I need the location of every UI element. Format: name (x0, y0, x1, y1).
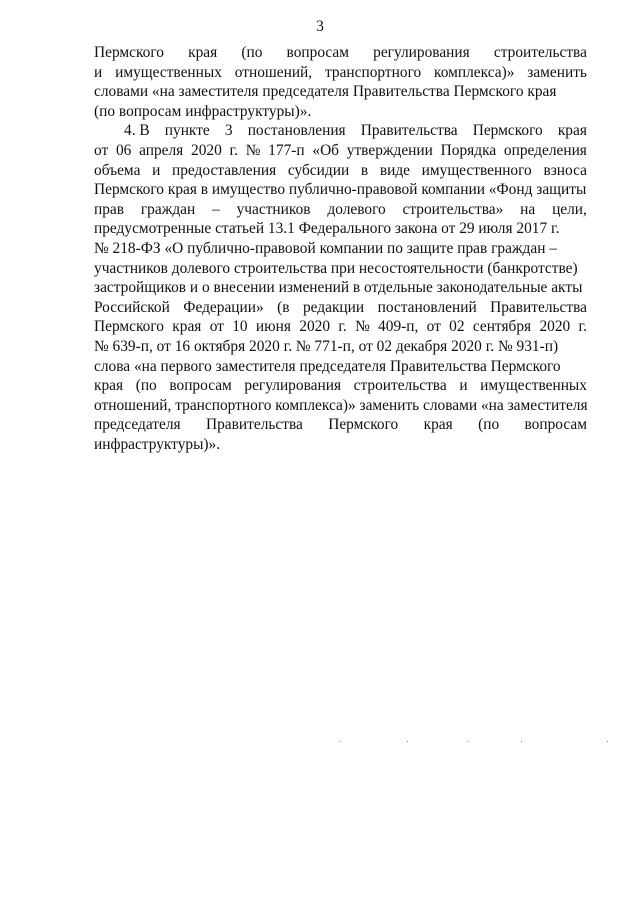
word: отношений, (234, 63, 313, 81)
page-number: 3 (316, 18, 324, 35)
word: (в (277, 298, 290, 316)
word: в (360, 161, 369, 179)
text-line (94, 161, 587, 181)
word: июня (255, 318, 291, 336)
word: постановлений (377, 298, 477, 316)
word: определения (503, 141, 587, 159)
word: 02 (449, 318, 465, 336)
text-line (94, 298, 587, 318)
word: строительства (493, 44, 587, 61)
word: вопросам (169, 377, 232, 395)
word: края (423, 416, 453, 434)
word: комплекса)» (434, 63, 515, 81)
word: объема (94, 161, 141, 179)
word: г. (338, 318, 347, 336)
scan-artifacts (0, 741, 640, 745)
word: регулирования (244, 377, 342, 395)
word: 06 (115, 141, 132, 159)
word: Правительства (360, 122, 458, 140)
word: постановления (247, 122, 346, 140)
word: Правительства (490, 298, 587, 316)
word: апреля (139, 141, 184, 159)
word: Российской (94, 298, 170, 316)
word: Пермского (94, 318, 164, 336)
word: (по (241, 44, 263, 61)
word: имущественных (115, 63, 222, 81)
text-line: слова «на первого заместителя председателя Правительства Пермского (94, 357, 561, 375)
text-line (94, 376, 587, 396)
word: № (355, 318, 370, 336)
word: от (94, 141, 109, 159)
word: и (94, 63, 103, 81)
text-line: инфраструктуры)». (94, 435, 221, 453)
word: г. (578, 318, 587, 336)
word: 2020 (299, 318, 331, 336)
word: от (426, 318, 441, 336)
word: 177-п (268, 141, 305, 159)
word: виде (379, 161, 410, 179)
text-line (94, 63, 587, 83)
word: регулирования (373, 44, 470, 61)
word: вопросам (286, 44, 349, 61)
text-line (94, 121, 587, 141)
word: цели, (552, 200, 587, 218)
word: участников (236, 200, 311, 218)
text-line: Пермского края в имущество публично-правовой компании «Фонд защиты (94, 181, 587, 199)
word: Пермского (328, 416, 399, 434)
word: 409-п, (378, 318, 419, 336)
word: на (520, 200, 536, 218)
word: г. (229, 141, 238, 159)
text-line (94, 141, 587, 161)
word: Порядка (440, 141, 497, 159)
word: 2020 (191, 141, 222, 159)
word: от (209, 318, 224, 336)
text-line (94, 43, 587, 63)
text-line: (по вопросам инфраструктуры)». (94, 102, 312, 120)
word: 4. В (124, 122, 150, 140)
word: 3 (224, 122, 233, 140)
word: вопросам (524, 416, 587, 434)
word: – (212, 200, 220, 218)
word: заменить (527, 63, 587, 81)
word: утверждении (346, 141, 433, 159)
text-line (94, 317, 587, 337)
text-line: № 639-п, от 16 октября 2020 г. № 771-п, от 02 декабря 2020 г. № 931-п) (94, 337, 559, 355)
document-body (94, 43, 587, 454)
word: председателя (94, 416, 181, 434)
paragraph (94, 43, 587, 121)
word: сентября (472, 318, 532, 336)
word: Пермского (472, 122, 543, 140)
text-line: участников долевого строительства при несостоятельности (банкротстве) (94, 259, 578, 277)
text-line: предусмотренные статьей 13.1 Федерального закона от 29 июля 2017 г. (94, 220, 560, 238)
word: редакции (302, 298, 365, 316)
word: 2020 (539, 318, 571, 336)
word: и (152, 161, 161, 179)
word: Федерации» (183, 298, 264, 316)
word: строительства (353, 377, 447, 395)
text-line: застройщиков и о внесении изменений в отдельные законодательные акты (94, 279, 583, 297)
word: края (94, 377, 124, 395)
word: имущественного (421, 161, 532, 179)
text-line (94, 415, 587, 435)
word: граждан (140, 200, 196, 218)
word: транспортного (324, 63, 422, 81)
text-line: отношений, транспортного комплекса)» заменить словами «на заместителя (94, 396, 588, 414)
word: (по (135, 377, 157, 395)
word: долевого (327, 200, 386, 218)
word: (по (478, 416, 500, 434)
word: взноса (543, 161, 587, 179)
text-line: № 218-ФЗ «О публично-правовой компании по защите прав граждан – (94, 239, 558, 257)
word: прав (94, 200, 125, 218)
word: 10 (232, 318, 248, 336)
word: «Об (312, 141, 340, 159)
word: края (188, 44, 218, 61)
word: строительства» (402, 200, 504, 218)
text-line: словами «на заместителя председателя Правительства Пермского края (94, 83, 557, 101)
word: Пермского (94, 44, 164, 61)
word: имущественных (480, 377, 587, 395)
word: и (459, 377, 468, 395)
word: Правительства (206, 416, 303, 434)
paragraph (94, 121, 587, 454)
word: субсидии (287, 161, 350, 179)
word: края (557, 122, 587, 140)
word: предоставления (172, 161, 277, 179)
text-line (94, 200, 587, 220)
word: края (172, 318, 202, 336)
word: пункте (164, 122, 210, 140)
word: № (245, 141, 261, 159)
